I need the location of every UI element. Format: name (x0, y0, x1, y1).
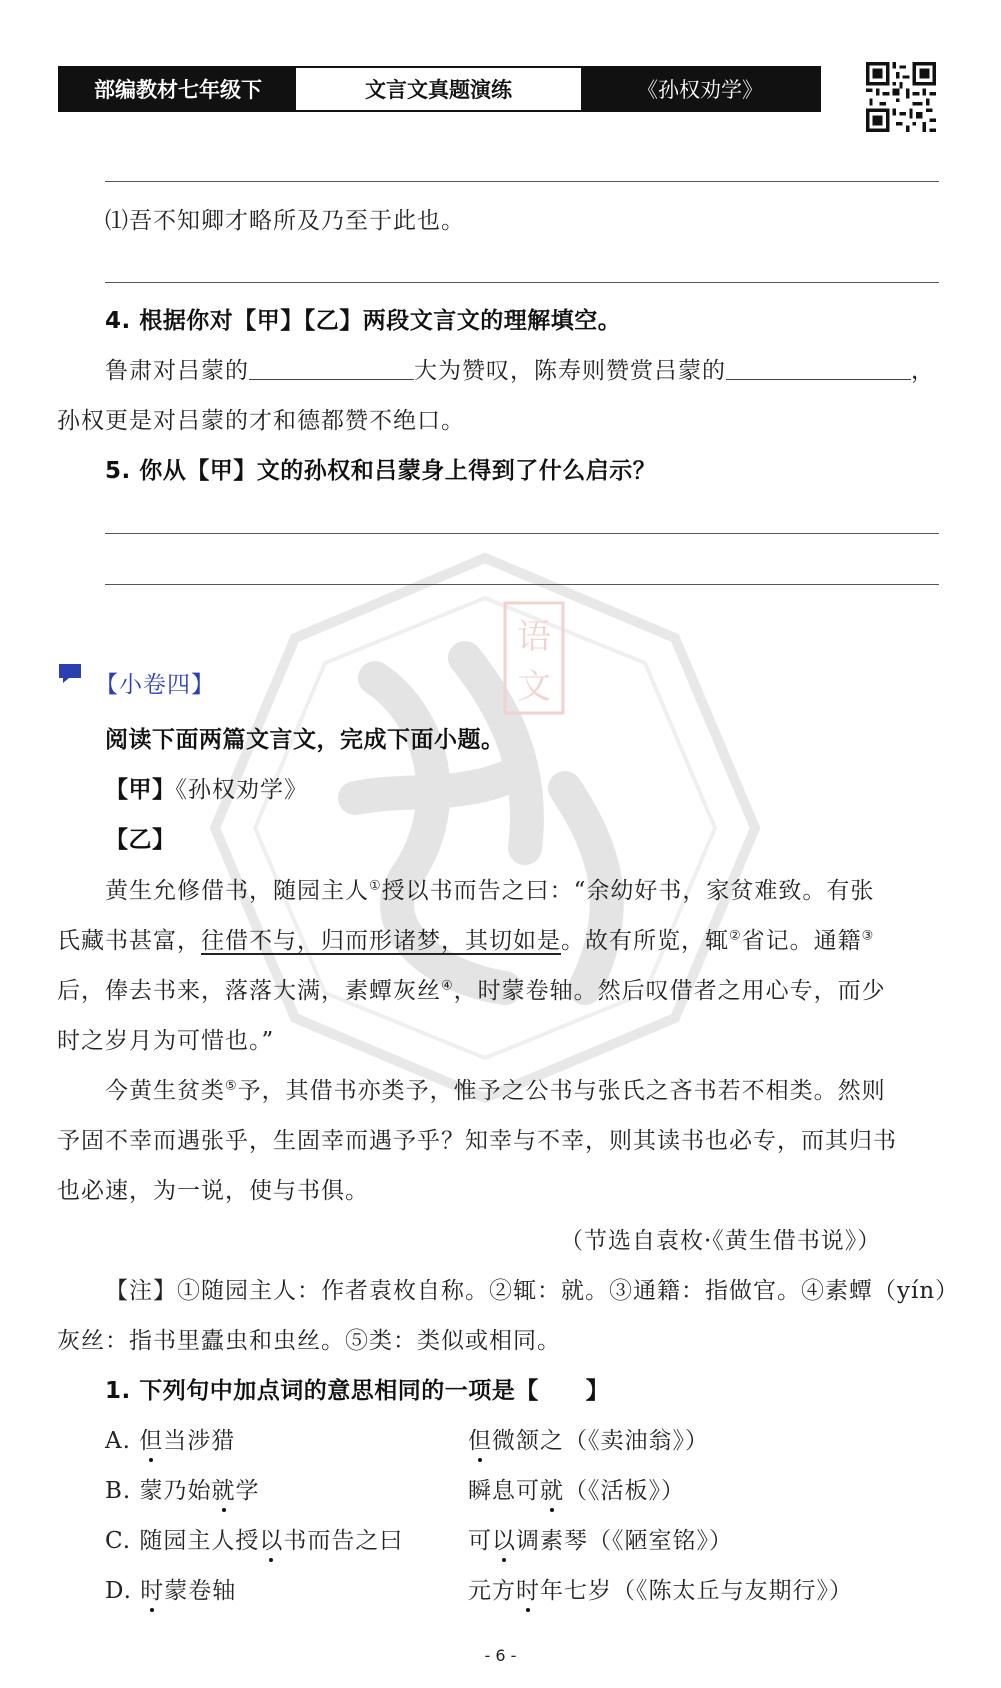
answer-line (105, 533, 939, 534)
passage-text: 黄生允修借书，随园主人 (105, 878, 369, 904)
passage-text: 授以书而告之曰：“余幼好书，家贫难致。有张 (381, 878, 875, 904)
dotted-word: 时 (516, 1578, 540, 1604)
option-text: D. (105, 1578, 141, 1604)
option-text: B. 蒙乃始 (105, 1478, 212, 1504)
q4-text-a: 鲁肃对吕蒙的 (105, 358, 249, 384)
option-text: 当涉猎 (163, 1428, 236, 1454)
question-4-text-2: 孙权更是对吕蒙的才和德都赞不绝口。 (57, 408, 465, 434)
passage-text: 予，其借书亦类予，惟予之公书与张氏之吝书若不相类。然则 (237, 1078, 886, 1104)
option-c-right (468, 1526, 733, 1556)
text-jia-heading (105, 775, 308, 805)
option-text: 年七岁（《陈太丘与友期行》） (540, 1578, 853, 1604)
question-4-title: 4. 根据你对【甲】【乙】两段文言文的理解填空。 (105, 308, 622, 334)
page-number: - 6 - (484, 1646, 517, 1665)
watermark-stamp-top: 语 (517, 617, 551, 657)
section-bookmark-icon (57, 662, 83, 684)
dotted-word: 以 (259, 1528, 284, 1554)
option-text: C. 随园主人授 (105, 1528, 260, 1554)
section-title: 【小卷四】 (95, 672, 215, 698)
underlined-sentence: 往借不与，归而形诸梦，其切如是 (201, 928, 561, 954)
passage-line (57, 976, 886, 1006)
header-bar (58, 66, 821, 112)
option-a-left[interactable] (105, 1426, 235, 1456)
footnote-marker: ④ (441, 978, 454, 994)
passage-line (57, 926, 874, 956)
dotted-word: 以 (492, 1528, 516, 1554)
yi-label: 【乙】 (105, 827, 176, 853)
option-d-left[interactable] (105, 1576, 236, 1606)
question-5-title: 5. 你从【甲】文的孙权和吕蒙身上得到了什么启示？ (105, 458, 657, 484)
passage-source: （节选自袁枚·《黄生借书说》） (560, 1228, 882, 1254)
option-b-right (468, 1476, 685, 1506)
option-text: 调素琴（《陋室铭》） (516, 1528, 733, 1554)
reading-instruction: 阅读下面两篇文言文，完成下面小题。 (105, 727, 505, 753)
watermark-stamp-bottom: 文 (517, 667, 551, 707)
qr-code[interactable] (866, 62, 936, 132)
option-d-right (468, 1576, 853, 1606)
passage-text: 氏藏书甚富， (57, 928, 201, 954)
option-b-left[interactable] (105, 1476, 260, 1506)
fill-blank-2[interactable] (726, 357, 911, 380)
footnote-marker: ① (369, 878, 382, 894)
question-1-title: 1. 下列句中加点词的意思相同的一项是【 】 (105, 1378, 610, 1404)
header-grade: 部编教材七年级下 (60, 68, 296, 110)
jia-label: 【甲】 (105, 777, 176, 803)
answer-line (105, 584, 939, 585)
passage-text: 省记。通籍 (741, 928, 862, 954)
q4-text-b: 大为赞叹，陈寿则赞赏吕蒙的 (414, 358, 726, 384)
option-c-left[interactable] (105, 1526, 403, 1556)
notes-line: 【注】①随园主人：作者袁枚自称。②辄：就。③通籍：指做官。④素蟫（yín） (105, 1278, 960, 1304)
footnote-marker: ② (729, 928, 742, 944)
passage-line: 予固不幸而遇张乎，生固幸而遇予乎？知幸与不幸，则其读书也必专，而其归书 (57, 1128, 897, 1154)
question-4-text (105, 356, 935, 386)
option-text: （《活板》） (564, 1478, 685, 1504)
passage-text: 今黄生贫类 (105, 1078, 225, 1104)
option-text: 书而告之曰 (283, 1528, 404, 1554)
passage-line: 也必速，为一说，使与书俱。 (57, 1178, 369, 1204)
option-text: 元方 (468, 1578, 516, 1604)
dotted-word: 但 (468, 1428, 492, 1454)
option-text: 学 (235, 1478, 260, 1504)
option-text: 瞬息可 (468, 1478, 540, 1504)
passage-text: 后，俸去书来，落落大满，素蟫灰丝 (57, 978, 441, 1004)
option-text: A. (105, 1428, 140, 1454)
notes-line: 灰丝：指书里蠹虫和虫丝。⑤类：类似或相同。 (57, 1328, 561, 1354)
passage-line: 时之岁月为可惜也。” (57, 1028, 275, 1054)
passage-text: 。故有所览，辄 (561, 928, 729, 954)
option-text: 蒙卷轴 (164, 1578, 237, 1604)
q4-text-c: ， (911, 358, 935, 384)
footnote-marker: ⑤ (225, 1078, 238, 1094)
option-text: 微颔之（《卖油翁》） (492, 1428, 709, 1454)
question-3-item-1: ⑴吾不知卿才略所及乃至于此也。 (105, 208, 465, 234)
answer-line (105, 282, 939, 283)
dotted-word: 就 (211, 1478, 236, 1504)
watermark-logo (205, 548, 765, 1108)
answer-line (105, 181, 939, 182)
header-lesson: 《孙权劝学》 (581, 68, 819, 110)
option-a-right (468, 1426, 709, 1456)
passage-line (105, 1076, 886, 1106)
fill-blank-1[interactable] (249, 357, 414, 380)
jia-title: 《孙权劝学》 (175, 777, 308, 803)
dotted-word: 但 (139, 1428, 164, 1454)
passage-text: ，时蒙卷轴。然后叹借者之用心专，而少 (453, 978, 886, 1004)
dotted-word: 就 (540, 1478, 564, 1504)
dotted-word: 时 (140, 1578, 165, 1604)
option-text: 可 (468, 1528, 492, 1554)
footnote-marker: ③ (861, 928, 875, 944)
passage-line (105, 876, 874, 906)
header-topic: 文言文真题演练 (296, 68, 581, 110)
